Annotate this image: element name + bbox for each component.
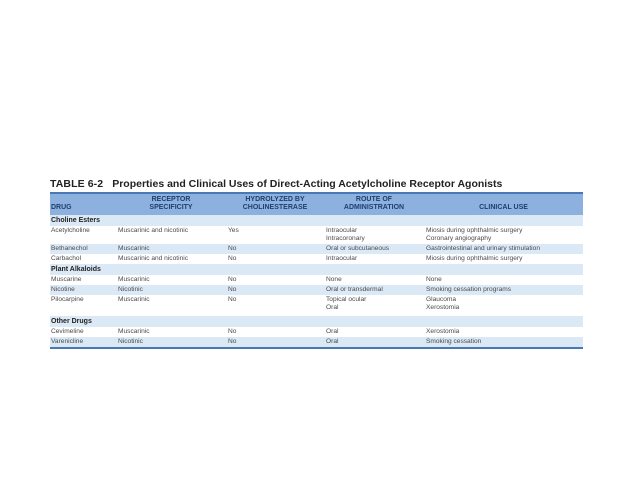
table-label: TABLE 6-2: [50, 178, 104, 190]
drug-table-figure: [50, 178, 583, 349]
table-header-row: [50, 194, 583, 215]
header-receptor: RECEPTOR SPECIFICITY: [116, 194, 226, 215]
table-row: Pilocarpine Muscarinic No Topical ocular Oral Glaucoma Xerostomia: [51, 296, 460, 311]
header-hydrolyzed: HYDROLYZED BY CHOLINESTERASE: [226, 194, 324, 215]
table-row: Bethanechol Muscarinic No Oral or subcutaneous Gastrointestinal and urinary stimulation: [50, 244, 583, 254]
section-row-choline-esters: Choline Esters: [50, 215, 583, 226]
table-row: Acetylcholine Muscarinic and nicotinic Yes Intraocular Intracoronary Miosis during ophthalmic surgery Coronary angiography: [51, 227, 523, 242]
section-row-other-drugs: Other Drugs: [50, 316, 583, 327]
header-route: ROUTE OF ADMINISTRATION: [324, 194, 424, 215]
table-row: Cevimeline Muscarinic No Oral Xerostomia: [51, 328, 460, 335]
header-drug: DRUG: [50, 194, 116, 215]
table-row: Carbachol Muscarinic and nicotinic No Intraocular Miosis during ophthalmic surgery: [51, 255, 523, 262]
agonists-table: [50, 194, 583, 349]
header-clinical-use: CLINICAL USE: [424, 194, 583, 215]
section-row-plant-alkaloids: Plant Alkaloids: [50, 264, 583, 275]
table-row: Muscarine Muscarinic No None None: [51, 276, 442, 283]
table-row: Nicotine Nicotinic No Oral or transdermal Smoking cessation programs: [50, 285, 583, 295]
table-title-row: [50, 178, 583, 194]
table-title: Properties and Clinical Uses of Direct-Acting Acetylcholine Receptor Agonists: [112, 178, 503, 190]
table-row: Varenicline Nicotinic No Oral Smoking cessation: [50, 337, 583, 348]
